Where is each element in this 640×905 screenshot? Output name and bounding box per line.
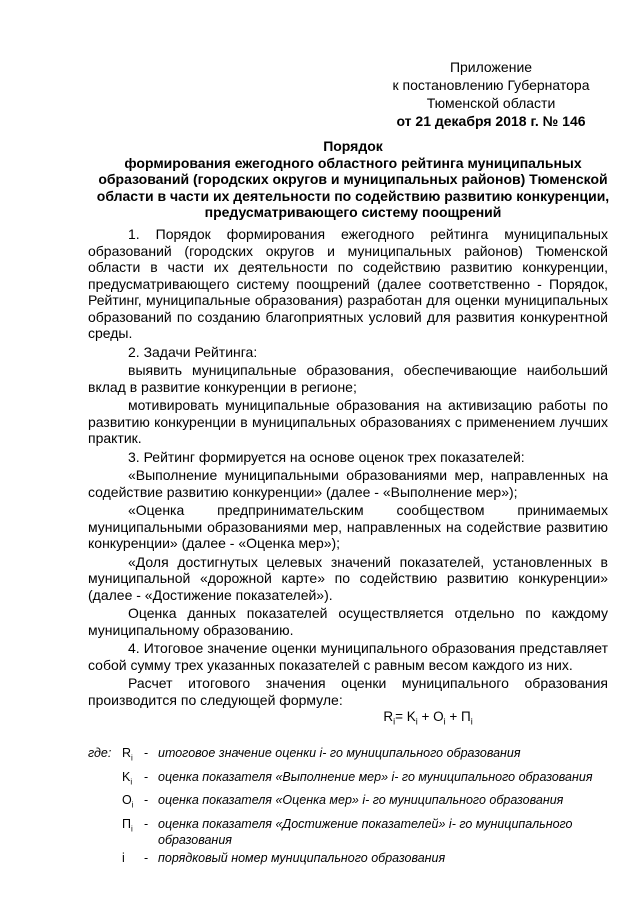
appendix-region: Тюменской области	[426, 95, 556, 111]
paragraph-2: 2. Задачи Рейтинга:	[128, 343, 258, 360]
paragraph-9: Оценка данных показателей осуществляется отдельно по каждому муниципальному образованию.	[88, 605, 608, 638]
legend-dash: -	[144, 816, 149, 831]
legend-symbol: O	[122, 793, 132, 807]
legend-description: оценка показателя «Оценка мер» i- го муниципального образования	[158, 793, 564, 807]
paragraph-6: «Выполнение муниципальными образованиями мер, направленных на содействие развитию конкуренции» (далее - «Выполнение мер»);	[88, 467, 608, 500]
paragraph-4: мотивировать муниципальные образования на активизацию работы по развитию конкуренции в муниципальных образованиях с применением лучших практик.	[88, 397, 608, 446]
appendix-label: Приложение	[449, 59, 533, 75]
legend-row: $O_i$ - оценка показателя «Оценка мер» i- го муниципального образования	[88, 792, 618, 814]
paragraph-3: выявить муниципальные образования, обеспечивающие наибольший вклад в развитие конкуренции в регионе;	[88, 362, 608, 395]
appendix-resolution: к постановлению Губернатора	[392, 77, 590, 93]
legend-dash: -	[144, 850, 149, 865]
paragraph-11: Расчет итогового значения оценки муниципального образования производится по следующей формуле:	[88, 675, 608, 708]
legend-description: оценка показателя «Выполнение мер» i- го муниципального образования	[158, 769, 593, 784]
paragraph-8: «Доля достигнутых целевых значений показателей, установленных в муниципальной «дорожной карте» по содействию развитию конкуренции» (далее - «Достижение показателей»).	[88, 553, 608, 603]
legend-row: $П_i$ - оценка показателя «Достижение показателей» i- го муниципального образования	[88, 816, 618, 848]
legend-row	[88, 850, 618, 872]
legend-symbol: i	[122, 850, 125, 865]
document-title	[88, 138, 618, 221]
paragraph-7: «Оценка предпринимательским сообществом принимаемых муниципальными образованиями мер, направленных на содействие развитию конкуренции» (далее - «Оценка мер»);	[88, 502, 608, 551]
document-body	[88, 226, 608, 734]
legend-dash: -	[144, 746, 149, 760]
legend-description: итоговое значение оценки i- го муниципального образования	[158, 746, 521, 760]
paragraph-1: 1. Порядок формирования ежегодного рейтинга муниципальных образований (городских округов и муниципальных районов) Тюменской области в части их деятельности по содействию развитию конкуренции, предусматривающего систему поощрений (далее соответственно - Порядок, Рейтинг, муниципальные образования) разработан для оценки муниципальных образований по созданию благоприятных условий для развития конкурентной среды.	[88, 226, 608, 341]
legend-row: где: $R_i$ - итоговое значение оценки i- го муниципального образования	[88, 745, 618, 767]
legend-dash: -	[144, 769, 149, 784]
legend-symbol: K	[122, 769, 131, 784]
paragraph-5: 3. Рейтинг формируется на основе оценок трех показателей:	[128, 448, 525, 465]
legend-description: оценка показателя «Достижение показателей» i- го муниципального образования	[158, 816, 573, 847]
title-subheading: формирования ежегодного областного рейтинга муниципальных образований (городских округов и муниципальных районов) Тюменской области в части их деятельности по содействию развитию конкуренции, предусматривающего систему поощрений	[96, 154, 610, 220]
legend-row: $K_i$ - оценка показателя «Выполнение мер» i- го муниципального образования	[88, 769, 618, 791]
legend-symbol: R	[122, 746, 132, 760]
legend-description: порядковый номер муниципального образования	[158, 850, 446, 865]
legend-dash: -	[144, 793, 149, 807]
legend-symbol: П	[122, 816, 131, 831]
legend-where-label: где:	[88, 746, 112, 760]
appendix-date-number: от 21 декабря 2018 г. № 146	[396, 113, 586, 129]
paragraph-10: 4. Итоговое значение оценки муниципального образования представляет собой сумму трех указанных показателей с равным весом каждого из них.	[88, 640, 608, 673]
title-heading: Порядок	[323, 138, 383, 154]
appendix-header	[385, 58, 597, 130]
rating-formula: $R_i= K_i + O_i + П_i$	[383, 709, 473, 727]
formula-legend	[88, 745, 618, 873]
